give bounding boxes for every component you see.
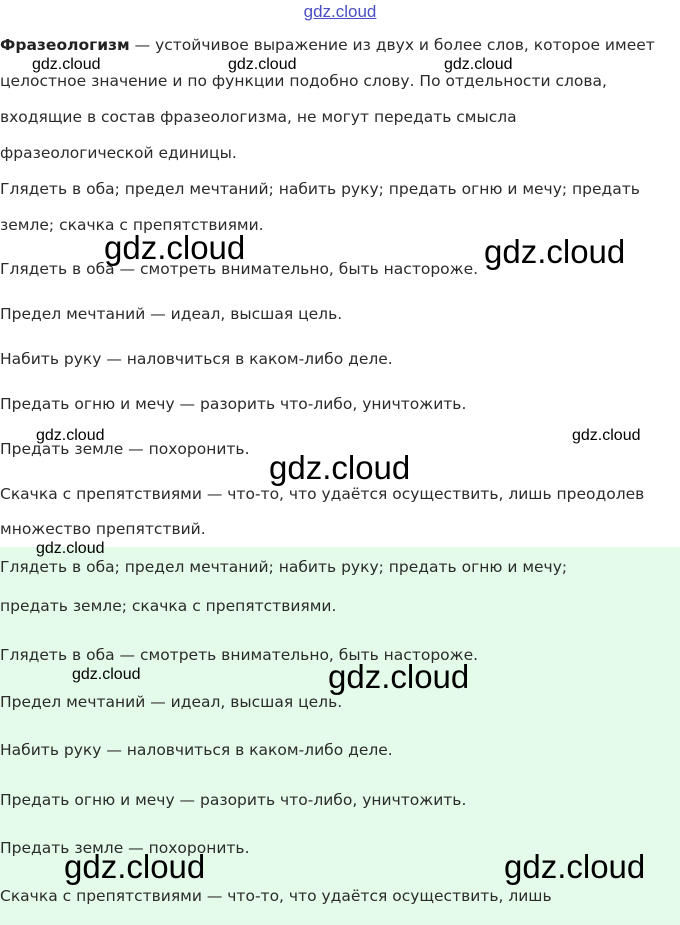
watermark: gdz.cloud: [32, 56, 101, 73]
watermark: gdz.cloud: [64, 848, 206, 885]
watermark: gdz.cloud: [36, 427, 105, 444]
watermark: gdz.cloud: [104, 229, 246, 266]
meaning-line: Глядеть в оба — смотреть внимательно, быть настороже.: [0, 646, 479, 664]
meaning-line: Скачка с препятствиями — что-то, что удаётся осуществить, лишь преодолев: [0, 485, 645, 503]
meaning-line: Набить руку — наловчиться в каком-либо деле.: [0, 741, 393, 759]
phrase-list-line: Глядеть в оба; предел мечтаний; набить руку; предать огню и мечу; предать: [0, 180, 640, 198]
definition-line: целостное значение и по функции подобно слову. По отдельности слова,: [0, 72, 607, 90]
meaning-line: Предел мечтаний — идеал, высшая цель.: [0, 693, 343, 711]
meaning-line: Предел мечтаний — идеал, высшая цель.: [0, 305, 343, 323]
watermark: gdz.cloud: [328, 658, 470, 695]
meaning-line: Набить руку — наловчиться в каком-либо деле.: [0, 350, 393, 368]
watermark: gdz.cloud: [444, 56, 513, 73]
phrase-list-line: Глядеть в оба; предел мечтаний; набить руку; предать огню и мечу;: [0, 558, 568, 576]
watermark: gdz.cloud: [269, 449, 411, 486]
meaning-line: множество препятствий.: [0, 520, 206, 538]
watermark: gdz.cloud: [228, 56, 297, 73]
meaning-line: Скачка с препятствиями — что-то, что удаётся осуществить, лишь: [0, 887, 552, 905]
meaning-line: Предать огню и мечу — разорить что-либо, уничтожить.: [0, 791, 467, 809]
watermark: gdz.cloud: [572, 427, 641, 444]
meaning-line: Предать земле — похоронить.: [0, 839, 250, 857]
definition-line: [0, 35, 655, 55]
watermark: gdz.cloud: [504, 848, 646, 885]
phrase-list-line: предать земле; скачка с препятствиями.: [0, 597, 337, 615]
meaning-line: Предать огню и мечу — разорить что-либо, уничтожить.: [0, 395, 467, 413]
watermark: gdz.cloud: [72, 666, 141, 683]
definition-text: — устойчивое выражение из двух и более слов, которое имеет: [129, 36, 655, 54]
watermark: gdz.cloud: [36, 540, 105, 557]
meaning-line: Предать земле — похоронить.: [0, 440, 250, 458]
site-mark-link[interactable]: gdz.cloud: [303, 2, 377, 21]
meaning-line: Глядеть в оба — смотреть внимательно, быть настороже.: [0, 260, 479, 278]
definition-line: входящие в состав фразеологизма, не могут передать смысла: [0, 108, 517, 126]
phrase-list-line: земле; скачка с препятствиями.: [0, 216, 264, 234]
definition-term: Фразеологизм: [0, 36, 130, 54]
definition-line: фразеологической единицы.: [0, 144, 237, 162]
watermark: gdz.cloud: [484, 233, 626, 270]
